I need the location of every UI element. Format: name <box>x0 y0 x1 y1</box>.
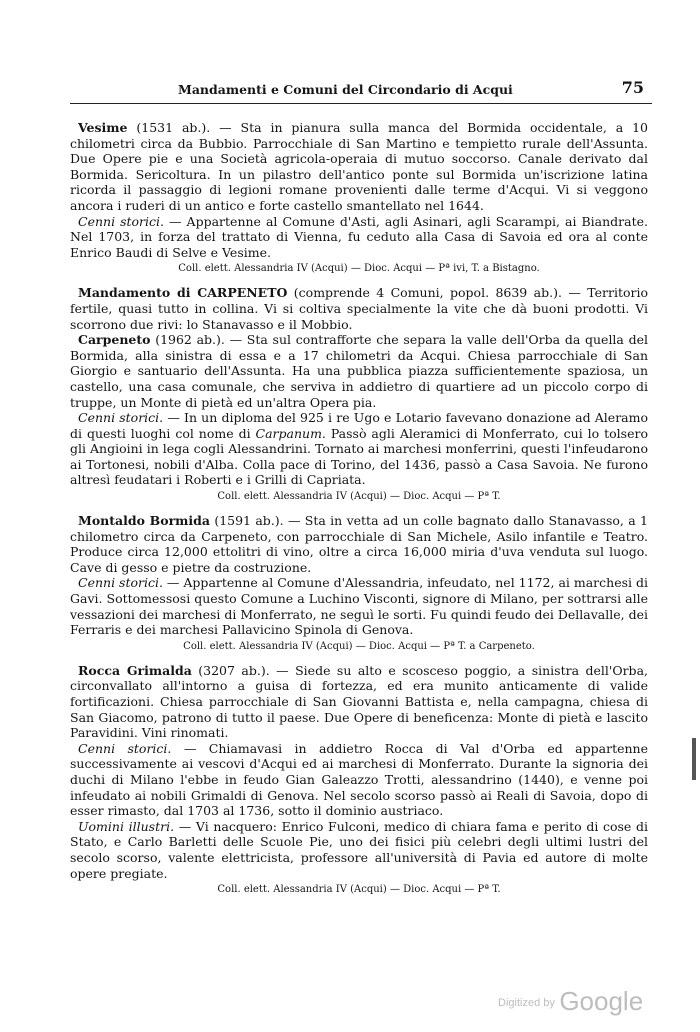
section-label: Cenni storici. <box>78 740 172 756</box>
page-body <box>70 120 648 896</box>
entry-description: (3207 ab.). — Siede su alto e scosceso poggio, a sinistra dell'Orba, circonvallato all'intorno a guisa di fortezza, ed era munito anticamente di valide fortificazioni. Chiesa parrocchiale di San Giovanni Battista e, nella campagna, chiesa di San Giacomo, patrono di tutto il paese. Due Opere di beneficenza: Monte di pietà e lascito Paravidini. Vini rinomati. <box>70 662 648 741</box>
montaldo-history <box>70 575 648 637</box>
carpeneto-history <box>70 410 648 488</box>
rocca-notables <box>70 819 648 881</box>
entry-name: Carpeneto <box>78 332 151 348</box>
history-text: Passò agli Aleramici di Monferrato, cui lo tolsero gli Angioini in lega cogli Alessandrini. Tornato ai marchesi monferrini, questi l'infeudarono ai Tortonesi, nobili d'Alba. Colla pace di Torino, del 1436, passò a Casa Savoia. Ne furono altresì feudatari i Roberti e i Grilli di Capriata. <box>70 425 648 488</box>
montaldo-electoral-note: Coll. elett. Alessandria IV (Acqui) — Dioc. Acqui — Pª T. a Carpeneto. <box>183 640 535 652</box>
section-label: Uomini illustri. <box>78 818 175 834</box>
vesime-electoral-note: Coll. elett. Alessandria IV (Acqui) — Dioc. Acqui — Pª ivi, T. a Bistagno. <box>178 263 540 275</box>
entry-montaldo-bormida <box>70 513 648 575</box>
history-text: — Chiamavasi in addietro Rocca di Val d'Orba ed appartenne successivamente ai vescovi d'Acqui ed ai marchesi di Monferrato. Durante la signoria dei duchi di Milano l'ebbe in feudo Gian Galeazzo Trotti, alessandrino (1440), e venne poi infeudato ai nobili Grimaldi di Genova. Nel secolo scorso passò ai Reali di Savoia, dopo di esser rimasto, dal 1703 al 1736, sotto il dominio austriaco. <box>70 740 648 819</box>
section-label: Cenni storici. <box>78 410 164 426</box>
header-rule <box>70 103 652 104</box>
entry-rocca-grimalda <box>70 663 648 741</box>
vesime-history <box>70 214 648 261</box>
entry-name: Montaldo Bormida <box>78 513 210 529</box>
notables-text: — Vi nacquero: Enrico Fulconi, medico di chiara fama e perito di cose di Stato, e Carlo Barletti delle Scuole Pie, uno dei fisici più celebri degli ultimi lustri del secolo scorso, valente elettricista, professore all'università di Pavia ed autore di molte opere pregiate. <box>70 818 648 881</box>
history-text: — In un diploma del 925 i re Ugo e Lotario favevano donazione ad Aleramo di questi luoghi col nome di <box>70 410 648 441</box>
section-label: Cenni storici. <box>78 213 164 229</box>
district-description: (comprende 4 Comuni, popol. 8639 ab.). — Territorio fertile, quasi tutto in collina. Vi si coltiva specialmente la vite che dà buoni prodotti. Vi scorrono due rivi: lo Stanavasso e il Mobbio. <box>70 285 648 332</box>
watermark-prefix: Digitized by <box>498 997 555 1009</box>
scan-edge-mark <box>692 738 696 780</box>
page-number: 75 <box>621 78 644 97</box>
history-text: — Appartenne al Comune d'Asti, agli Asinari, agli Scarampi, ai Biandrate. Nel 1703, in forza del trattato di Vienna, fu ceduto alla Casa di Savoia ed ora al conte Enrico Baudi di Selve e Vesime. <box>70 213 648 260</box>
history-text: — Appartenne al Comune d'Alessandria, infeudato, nel 1172, ai marchesi di Gavi. Sottomessosi questo Comune a Luchino Visconti, signore di Milano, per sottrarsi alle vessazioni dei marchesi di Monferrato, ne seguì le sorti. Fu quindi feudo dei Dellavalle, dei Ferraris e dei marchesi Pallavicino Spinola di Genova. <box>70 575 648 638</box>
district-name: Mandamento di CARPENETO <box>78 285 288 301</box>
carpeneto-electoral-note: Coll. elett. Alessandria IV (Acqui) — Dioc. Acqui — Pª T. <box>217 491 501 503</box>
google-logo: Google <box>559 986 644 1016</box>
entry-carpeneto <box>70 332 648 410</box>
latin-name: Carpanum. <box>255 425 326 441</box>
district-carpeneto <box>70 285 648 332</box>
section-label: Cenni storici. <box>78 575 163 591</box>
page-header <box>70 78 652 104</box>
running-head-title: Mandamenti e Comuni del Circondario di Acqui <box>178 82 513 97</box>
entry-description: (1962 ab.). — Sta sul contrafforte che separa la valle dell'Orba da quella del Bormida, alla sinistra di essa e a 17 chilometri da Acqui. Chiesa parrocchiale di San Giorgio e santuario dell'Assunta. Ha una pubblica piazza sufficientemente spaziosa, un castello, una casa comunale, che serviva in addietro di quartiere ad un piccolo corpo di truppe, un Monte di pietà ed un'altra Opera pia. <box>70 332 648 410</box>
digitization-watermark <box>498 986 643 1017</box>
entry-name: Rocca Grimalda <box>78 662 192 678</box>
entry-description: (1531 ab.). — Sta in pianura sulla manca del Bormida occidentale, a 10 chilometri circa da Bubbio. Parrocchiale di San Martino e tempietto rurale dell'Assunta. Due Opere pie e una Società agricola-operaia di mutuo soccorso. Canale derivato dal Bormida. Sericoltura. In un pilastro dell'antico ponte sul Bormida un'iscrizione latina ricorda il passaggio di legioni romane provenienti dalle terme d'Acqui. Vi si veggono ancora i ruderi di un antico e forte castello smantellato nel 1644. <box>70 120 648 213</box>
entry-vesime <box>70 120 648 214</box>
rocca-electoral-note: Coll. elett. Alessandria IV (Acqui) — Dioc. Acqui — Pª T. <box>217 884 501 896</box>
rocca-history <box>70 741 648 819</box>
entry-description: (1591 ab.). — Sta in vetta ad un colle bagnato dallo Stanavasso, a 1 chilometro circa da Carpeneto, con parrocchiale di San Michele, Asilo infantile e Teatro. Produce circa 12,000 ettolitri di vino, oltre a circa 16,000 miria d'uva venduta sul luogo. Cave di gesso e pietre da costruzione. <box>70 513 648 575</box>
entry-name: Vesime <box>78 120 128 135</box>
